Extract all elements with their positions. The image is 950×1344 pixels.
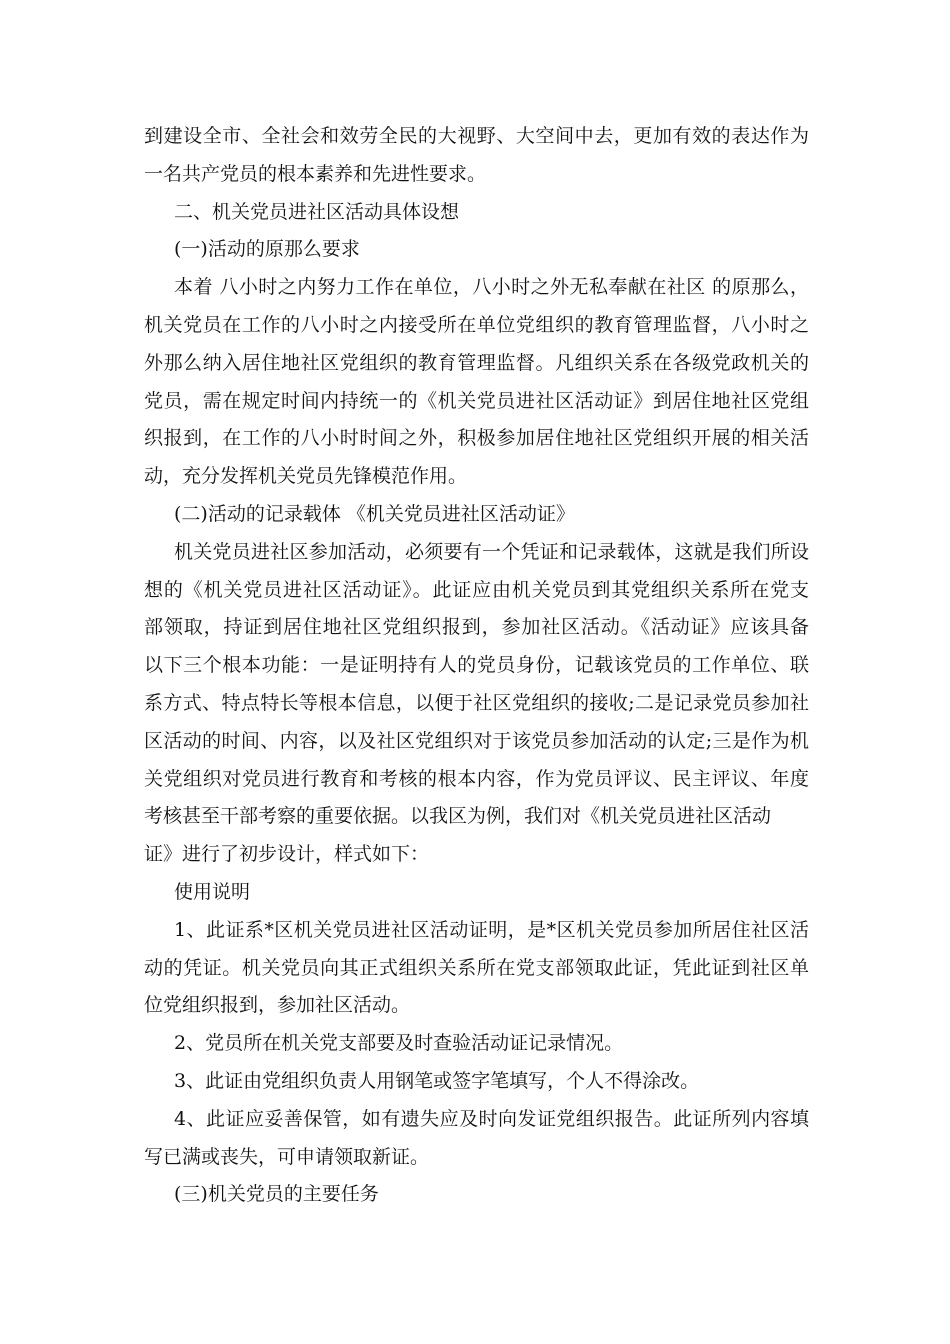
text-line: 证》进行了初步设计，样式如下：	[144, 843, 430, 866]
text-line: 部领取，持证到居住地社区党组织报到，参加社区活动。《活动证》应该具备	[144, 616, 809, 639]
text-line: 想的《机关党员进社区活动证》。此证应由机关党员到其党组织关系所在党支	[144, 578, 809, 601]
text-line: 织报到，在工作的八小时时间之外，积极参加居住地社区党组织开展的相关活	[144, 427, 809, 450]
list-item: 3、此证由党组织负责人用钢笔或签字笔填写，个人不得涂改。	[174, 1069, 700, 1092]
list-item: 1、此证系*区机关党员进社区活动证明，是*区机关党员参加所居住社区活	[174, 918, 809, 941]
text-line: 动，充分发挥机关党员先锋模范作用。	[144, 465, 468, 488]
text-line: 动的凭证。机关党员向其正式组织关系所在党支部领取此证，凭此证到社区单	[144, 956, 809, 979]
text-line: 写已满或丧失，可申请领取新证。	[144, 1145, 430, 1168]
document-body	[144, 118, 809, 1214]
section-heading: 二、机关党员进社区活动具体设想	[174, 200, 460, 223]
text-line: 本着 八小时之内努力工作在单位，八小时之外无私奉献在社区 的原那么，	[174, 276, 809, 299]
usage-heading: 使用说明	[174, 880, 251, 903]
text-line: 位党组织报到，参加社区活动。	[144, 994, 411, 1017]
text-line: 外那么纳入居住地社区党组织的教育管理监督。凡组织关系在各级党政机关的	[144, 351, 809, 374]
list-item: 4、此证应妥善保管，如有遗失应及时向发证党组织报告。此证所列内容填	[174, 1107, 809, 1130]
text-line: 系方式、特点特长等根本信息，以便于社区党组织的接收;二是记录党员参加社	[144, 691, 809, 714]
subsection-heading: (三)机关党员的主要任务	[174, 1183, 379, 1206]
text-line: 关党组织对党员进行教育和考核的根本内容，作为党员评议、民主评议、年度	[144, 767, 809, 790]
text-line: 考核甚至干部考察的重要依据。以我区为例，我们对《机关党员进社区活动	[144, 805, 772, 828]
text-line: 到建设全市、全社会和效劳全民的大视野、大空间中去，更加有效的表达作为	[144, 125, 809, 147]
subsection-heading: (二)活动的记录载体 《机关党员进社区活动证》	[174, 502, 575, 525]
list-item: 2、党员所在机关党支部要及时查验活动证记录情况。	[174, 1032, 624, 1055]
text-line: 以下三个根本功能：一是证明持有人的党员身份，记载该党员的工作单位、联	[144, 654, 809, 677]
text-line: 机关党员在工作的八小时之内接受所在单位党组织的教育管理监督，八小时之	[144, 313, 809, 336]
subsection-heading: (一)活动的原那么要求	[174, 238, 360, 261]
text-line: 区活动的时间、内容，以及社区党组织对于该党员参加活动的认定;三是作为机	[144, 729, 809, 752]
text-line: 党员，需在规定时间内持统一的《机关党员进社区活动证》到居住地社区党组	[144, 389, 809, 412]
text-line: 机关党员进社区参加活动，必须要有一个凭证和记录载体，这就是我们所设	[174, 540, 809, 563]
text-line: 一名共产党员的根本素养和先进性要求。	[144, 162, 487, 185]
